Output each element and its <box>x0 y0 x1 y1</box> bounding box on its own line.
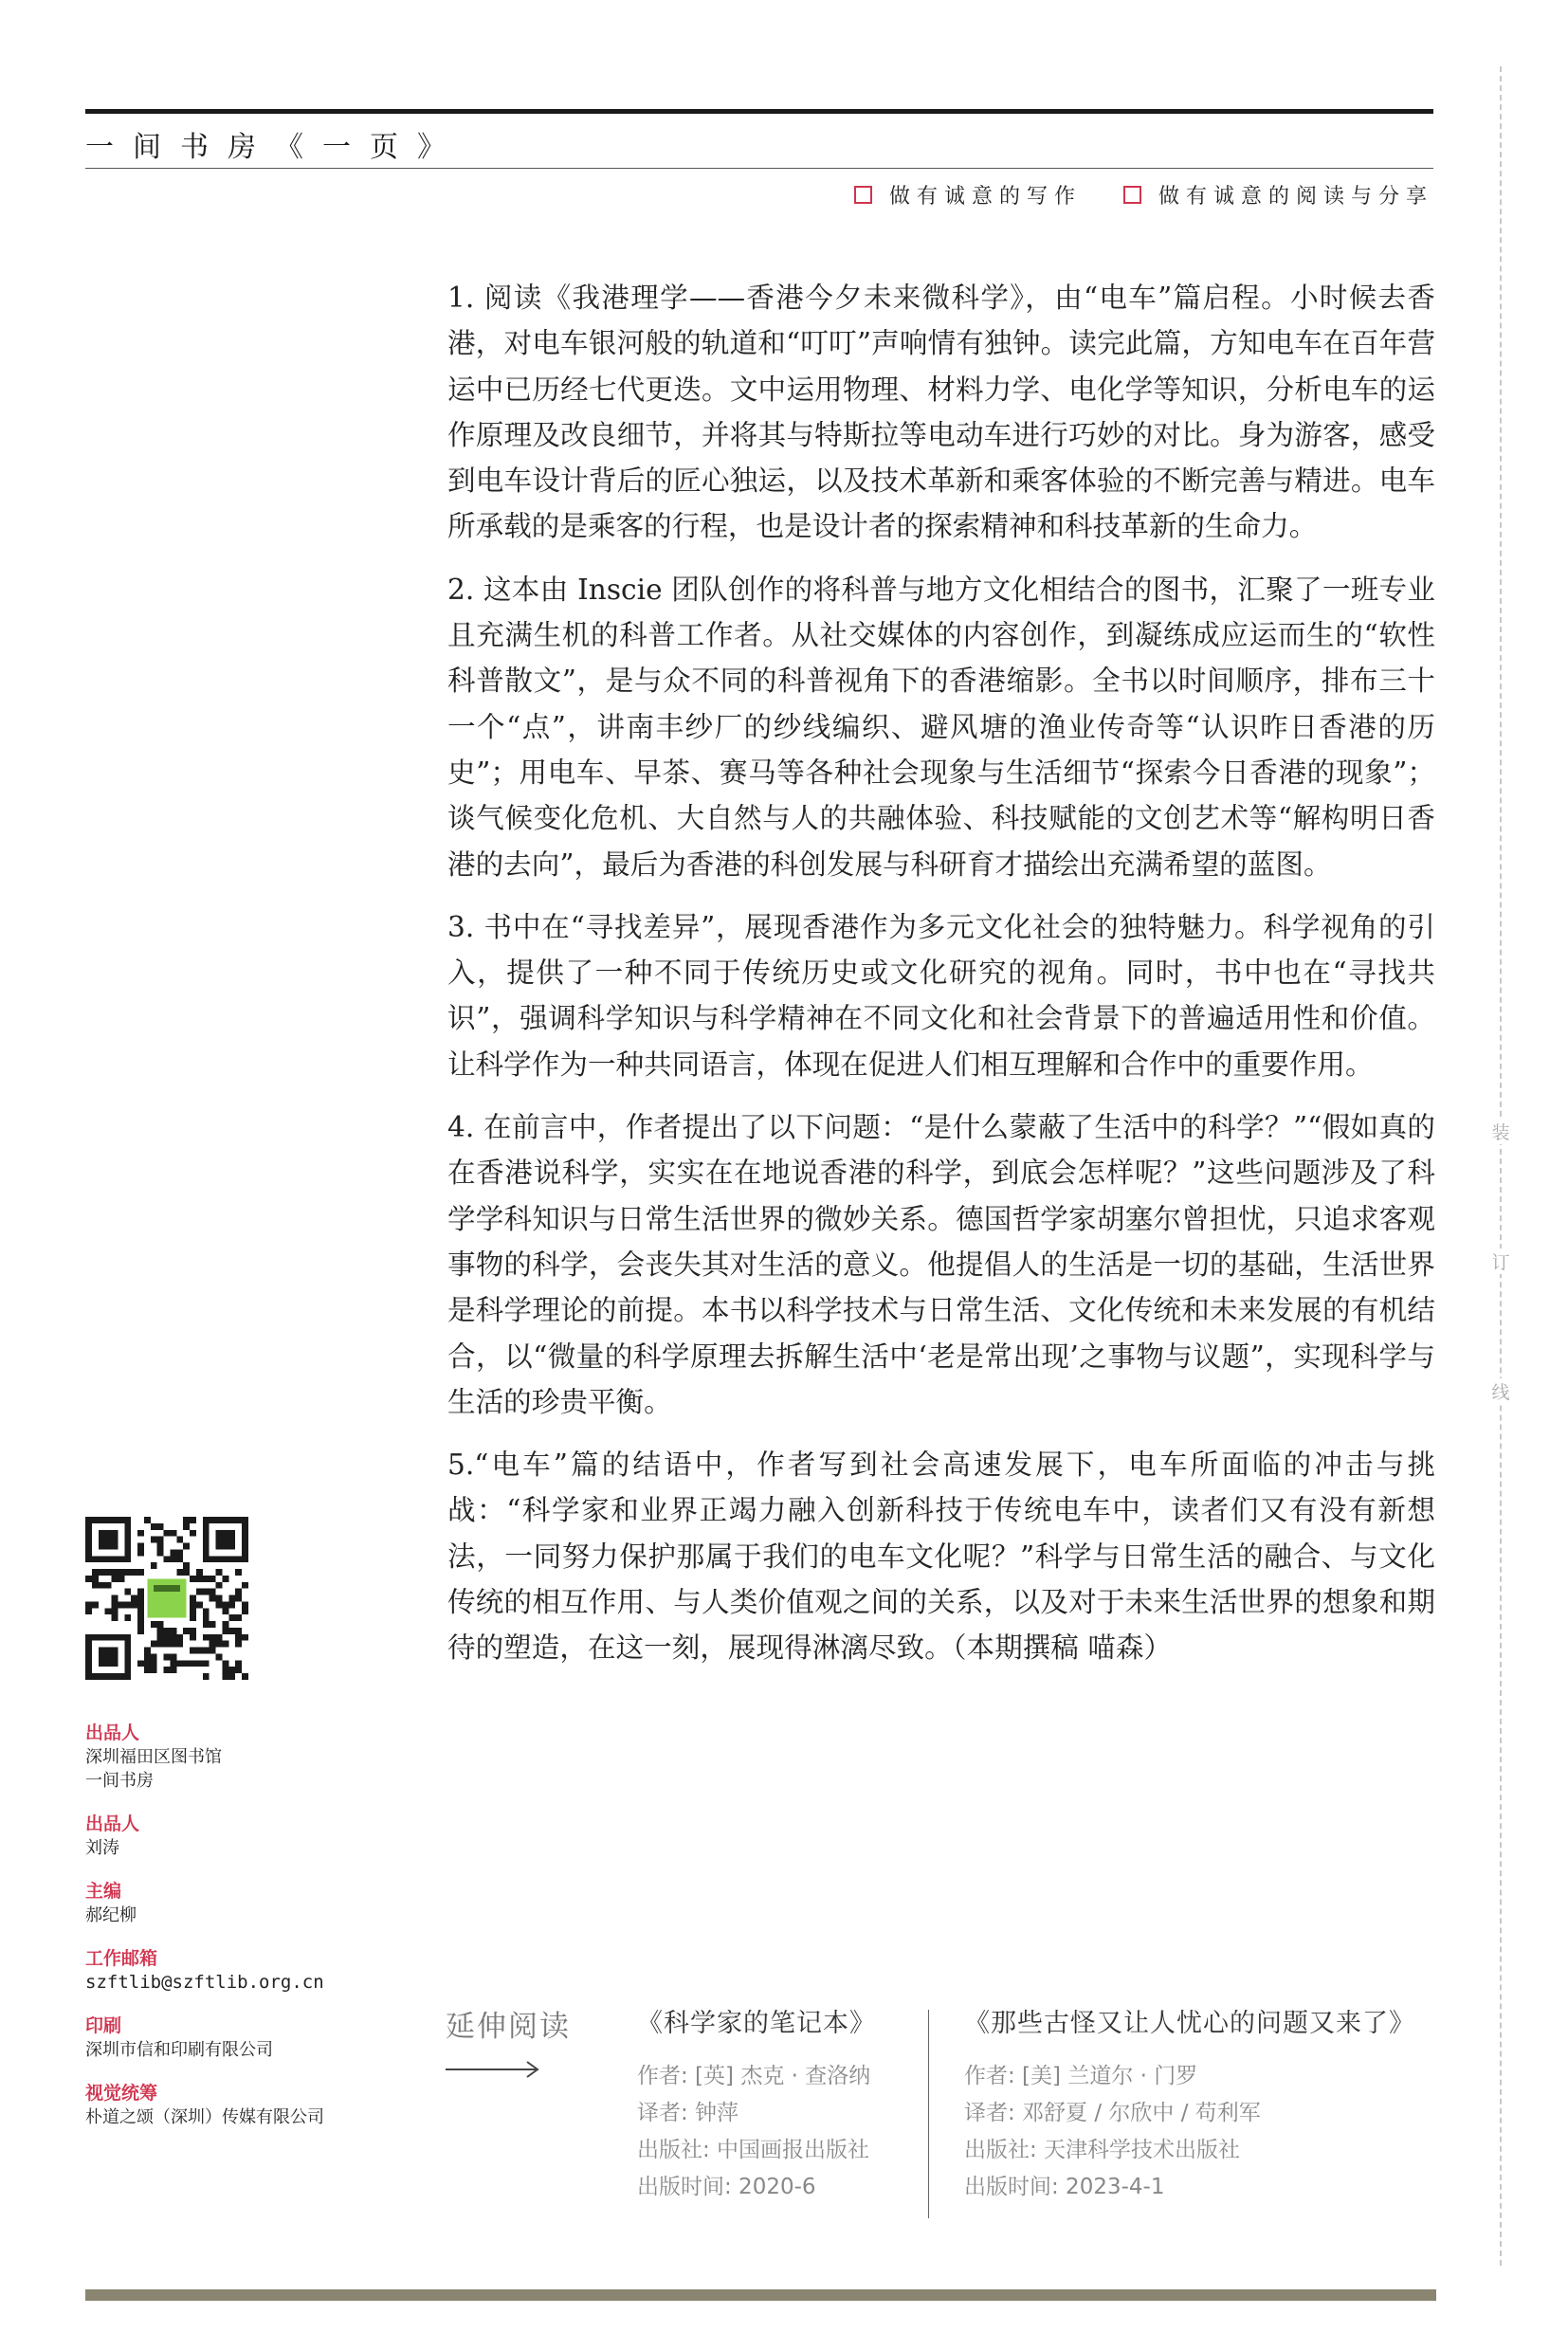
credit-label: 出品人 <box>85 1722 140 1743</box>
book-column-divider <box>928 2010 929 2218</box>
further-reading-label: 延伸阅读 <box>446 2010 571 2044</box>
binding-dashed-line <box>1500 66 1502 2266</box>
article-paragraph-4: 4. 在前言中，作者提出了以下问题：“是什么蒙蔽了生活中的科学？”“假如真的在香港说科学，实实在在地说香港的科学，到底会怎样呢？”这些问题涉及了科学学科知识与日常生活世界的微妙关系。德国哲学家胡塞尔曾担忧，只追求客观事物的科学，会丧失其对生活的意义。他提倡人的生活是一切的基础，生活世界是科学理论的前提。本书以科学技术与日常生活、文化传统和未来发展的有机结合，以“微量的科学原理去拆解生活中‘老是常出现’之事物与议题”，实现科学与生活的珍贵平衡。 <box>447 1111 1435 1418</box>
credit-label: 视觉统筹 <box>85 2083 158 2104</box>
book-translator: 译者: 邓舒夏 / 尔欣中 / 苟利军 <box>964 2101 1261 2125</box>
further-reading-heading <box>446 2002 571 2045</box>
recommended-book-1 <box>637 2002 876 2206</box>
article-paragraph-1: 1. 阅读《我港理学——香港今夕未来微科学》，由“电车”篇启程。小时候去香港，对电车银河般的轨道和“叮叮”声响情有独钟。读完此篇，方知电车在百年营运中已历经七代更迭。文中运用物理、材料力学、电化学等知识，分析电车的运作原理及改良细节，并将其与特斯拉等电动车进行巧妙的对比。身为游客，感受到电车设计背后的匠心独运，以及技术革新和乘客体验的不断完善与精进。电车所承载的是乘客的行程，也是设计者的探索精神和科技革新的生命力。 <box>447 282 1435 543</box>
credit-label: 出品人 <box>85 1813 140 1834</box>
credit-printing <box>85 2014 408 2062</box>
slogan-reading <box>1123 180 1433 210</box>
credit-visual <box>85 2081 408 2129</box>
arrow-right-icon <box>446 2059 540 2080</box>
header-divider <box>85 168 1433 169</box>
binding-mark: 订 <box>1491 1248 1510 1274</box>
credit-value: 朴道之颂（深圳）传媒有限公司 <box>85 2107 324 2127</box>
article-body <box>447 275 1435 1688</box>
credit-label: 工作邮箱 <box>85 1948 158 1969</box>
credits-panel <box>85 1721 408 2148</box>
book-publisher: 出版社: 天津科学技术出版社 <box>964 2138 1241 2162</box>
slogan-writing <box>854 180 1082 210</box>
wechat-qr-code <box>85 1517 248 1680</box>
article-paragraph-2: 2. 这本由 Inscie 团队创作的将科普与地方文化相结合的图书，汇聚了一班专业且充满生机的科普工作者。从社交媒体的内容创作，到凝练成应运而生的“软性科普散文”，是与众不同的科普视角下的香港缩影。全书以时间顺序，排布三十一个“点”，讲南丰纱厂的纱线编织、避风塘的渔业传奇等“认识昨日香港的历史”；用电车、早茶、赛马等各种社会现象与生活细节“探索今日香港的现象”；谈气候变化危机、大自然与人的共融体验、科技赋能的文创艺术等“解构明日香港的去向”，最后为香港的科创发展与科研育才描绘出充满希望的蓝图。 <box>447 573 1435 881</box>
slogan-text: 做有诚意的写作 <box>888 185 1082 209</box>
checkbox-square-icon <box>854 186 872 204</box>
header-top-rule <box>85 109 1433 114</box>
publication-brand: 一间书房《一页》 <box>85 131 465 164</box>
credit-producer-person <box>85 1812 408 1860</box>
recommended-book-2 <box>964 2002 1415 2206</box>
footer-bar <box>85 2289 1436 2301</box>
book-title: 《那些古怪又让人忧心的问题又来了》 <box>964 2009 1415 2038</box>
article-paragraph-3: 3. 书中在“寻找差异”，展现香港作为多元文化社会的独特魅力。科学视角的引入，提供了一种不同于传统历史或文化研究的视角。同时，书中也在“寻找共识”，强调科学知识与科学精神在不同文化和社会背景下的普遍适用性和价值。让科学作为一种共同语言，体现在促进人们相互理解和合作中的重要作用。 <box>447 910 1435 1081</box>
book-pubdate: 出版时间: 2023-4-1 <box>964 2175 1165 2199</box>
credit-value: 深圳福田区图书馆 <box>85 1747 222 1767</box>
credit-label: 印刷 <box>85 2015 122 2036</box>
book-pubdate: 出版时间: 2020-6 <box>637 2175 816 2199</box>
book-publisher: 出版社: 中国画报出版社 <box>637 2138 870 2162</box>
credit-value: 刘涛 <box>85 1838 119 1858</box>
book-translator: 译者: 钟萍 <box>637 2101 739 2125</box>
slogan-text: 做有诚意的阅读与分享 <box>1158 185 1433 209</box>
email-address[interactable]: szftlib@szftlib.org.cn <box>85 1972 324 1993</box>
binding-mark: 线 <box>1491 1378 1510 1404</box>
book-author: 作者: [美] 兰道尔 · 门罗 <box>964 2064 1198 2088</box>
checkbox-square-icon <box>1123 186 1141 204</box>
credit-editor <box>85 1879 408 1927</box>
credit-value: 郝纪柳 <box>85 1905 137 1925</box>
article-paragraph-5: 5.“电车”篇的结语中，作者写到社会高速发展下，电车所面临的冲击与挑战：“科学家和业界正竭力融入创新科技于传统电车中，读者们又有没有新想法，一同努力保护那属于我们的电车文化呢？”科学与日常生活的融合、与文化传统的相互作用、与人类价值观之间的关系，以及对于未来生活世界的想象和期待的塑造，在这一刻，展现得淋漓尽致。（本期撰稿 喵森） <box>447 1449 1435 1665</box>
book-author: 作者: [英] 杰克 · 查洛纳 <box>637 2064 871 2088</box>
book-title: 《科学家的笔记本》 <box>637 2009 876 2038</box>
credit-producer-org <box>85 1721 408 1793</box>
slogan-row <box>854 180 1433 210</box>
credit-email <box>85 1946 408 1995</box>
credit-value: 深圳市信和印刷有限公司 <box>85 2040 273 2060</box>
credit-value: 一间书房 <box>85 1771 154 1791</box>
binding-mark: 装 <box>1491 1119 1510 1144</box>
credit-label: 主编 <box>85 1881 122 1902</box>
